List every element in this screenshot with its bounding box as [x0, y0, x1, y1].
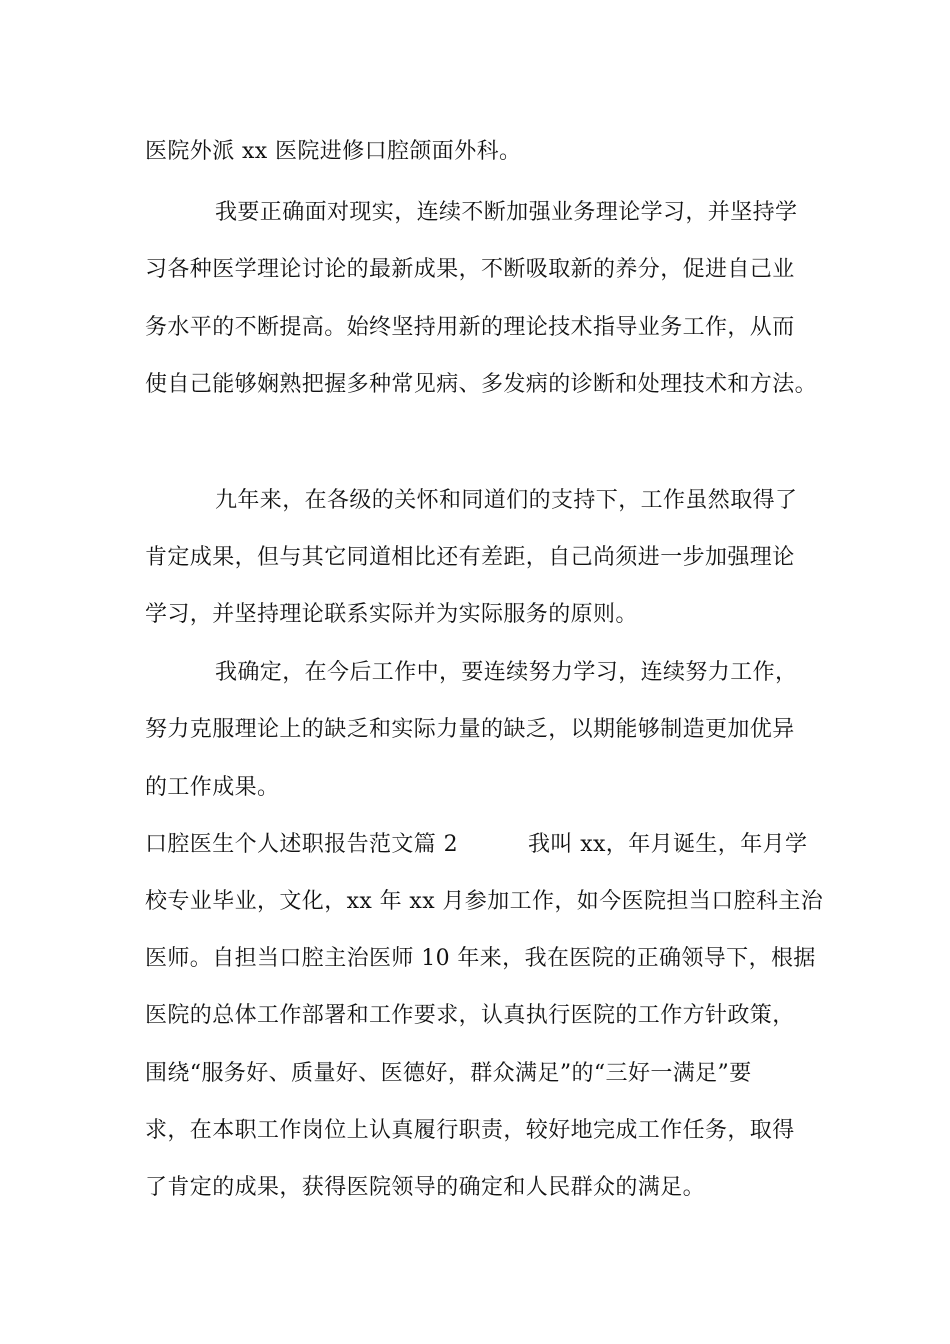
- paragraph-line: 的工作成果。: [145, 775, 280, 800]
- paragraph-line: 围绕“服务好、质量好、医德好，群众满足”的“三好一满足”要: [145, 1061, 752, 1086]
- paragraph-line: 学习，并坚持理论联系实际并为实际服务的原则。: [145, 602, 638, 627]
- paragraph-line: 习各种医学理论讨论的最新成果，不断吸取新的养分，促进自己业: [145, 257, 795, 282]
- paragraph-line: 了肯定的成果，获得医院领导的确定和人民群众的满足。: [145, 1175, 706, 1200]
- paragraph-line: 医院外派 xx 医院进修口腔颌面外科。: [145, 139, 522, 164]
- paragraph-line: 医师。自担当口腔主治医师 10 年来，我在医院的正确领导下，根据: [145, 946, 816, 971]
- paragraph-line: 务水平的不断提高。始终坚持用新的理论技术指导业务工作，从而: [145, 315, 795, 340]
- paragraph-line: 九年来，在各级的关怀和同道们的支持下，工作虽然取得了: [215, 488, 798, 513]
- section-first-text: 我叫 xx，年月诞生，年月学: [528, 832, 808, 857]
- paragraph-line: 校专业毕业，文化，xx 年 xx 月参加工作，如今医院担当口腔科主治: [145, 889, 824, 914]
- paragraph-line: 肯定成果，但与其它同道相比还有差距，自己尚须进一步加强理论: [145, 545, 795, 570]
- paragraph-line: 我确定，在今后工作中，要连续努力学习，连续努力工作，: [215, 660, 798, 685]
- paragraph-line: 使自己能够娴熟把握多种常见病、多发病的诊断和处理技术和方法。: [145, 372, 818, 397]
- section-heading: 口腔医生个人述职报告范文篇 2: [145, 832, 458, 857]
- section-heading-line: [145, 830, 808, 860]
- paragraph-line: 医院的总体工作部署和工作要求，认真执行医院的工作方针政策，: [145, 1003, 795, 1028]
- paragraph-line: 我要正确面对现实，连续不断加强业务理论学习，并坚持学: [215, 200, 798, 225]
- paragraph-line: 努力克服理论上的缺乏和实际力量的缺乏，以期能够制造更加优异: [145, 717, 795, 742]
- paragraph-line: 求，在本职工作岗位上认真履行职责，较好地完成工作任务，取得: [145, 1118, 795, 1143]
